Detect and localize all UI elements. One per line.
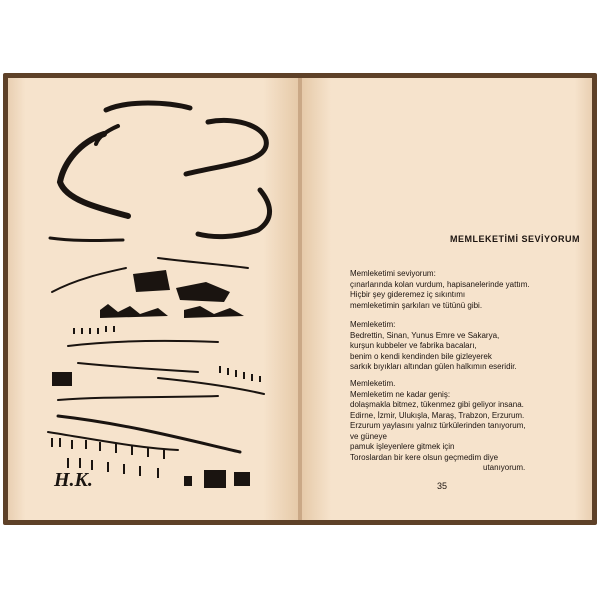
poem-title: MEMLEKETİMİ SEVİYORUM bbox=[450, 234, 581, 244]
dark-block-2 bbox=[204, 470, 226, 488]
poem-line: Hiçbir şey gideremez iç sıkıntımı bbox=[350, 290, 466, 299]
page-number: 35 bbox=[437, 481, 448, 491]
poem-line: Erzurum yaylasını yalnız türkülerinden tanıyorum, bbox=[350, 421, 526, 430]
field-line-3 bbox=[158, 378, 264, 394]
poem-line: Toroslardan bir kere olsun geçmedim diye bbox=[350, 452, 499, 462]
poem-line: kurşun kubbeler ve fabrika bacaları, bbox=[350, 341, 477, 350]
village-roofs-1 bbox=[100, 304, 168, 318]
field-line-1 bbox=[68, 341, 218, 346]
cloud-stroke-right bbox=[186, 120, 266, 174]
poem-line: Bedrettin, Sinan, Yunus Emre ve Sakarya, bbox=[350, 330, 500, 340]
poem-line: Memleketim: bbox=[350, 320, 396, 329]
poem-line: memleketimin şarkıları ve tütünü gibi. bbox=[350, 300, 483, 310]
poem-line: Memleketim ne kadar geniş: bbox=[350, 389, 451, 399]
field-line-2 bbox=[78, 363, 198, 372]
hill-line-2 bbox=[158, 258, 248, 268]
hill-line-1 bbox=[52, 268, 126, 292]
tree-row-2 bbox=[220, 366, 260, 382]
poem-line: Edirne, İzmir, Ulukışla, Maraş, Trabzon, Erzurum. bbox=[350, 410, 525, 420]
poem-line: ve güneye bbox=[350, 431, 387, 441]
field-line-6 bbox=[48, 432, 178, 450]
artist-signature: H.K. bbox=[54, 469, 93, 491]
cloud-stroke-left bbox=[60, 134, 128, 216]
village-block-2 bbox=[176, 282, 230, 302]
poem-line: Memleketim. bbox=[350, 379, 396, 388]
village-roofs-2 bbox=[184, 306, 244, 318]
left-page bbox=[8, 78, 298, 520]
poem-line: dolaşmakla bitmez, tükenmez gibi geliyor insana. bbox=[350, 400, 524, 409]
dark-block-1 bbox=[52, 372, 72, 386]
poem-line: çınarlarında kolan vurdum, hapisanelerinde yattım. bbox=[350, 279, 530, 289]
stanza-1 bbox=[350, 269, 530, 311]
stanza-3 bbox=[350, 379, 526, 474]
cloud-stroke-low bbox=[198, 190, 270, 237]
tree-row-1 bbox=[74, 326, 114, 334]
right-page bbox=[302, 78, 592, 520]
village-block-1 bbox=[133, 270, 170, 292]
stanza-2 bbox=[350, 320, 517, 373]
poem-line: Memleketimi seviyorum: bbox=[350, 269, 436, 278]
cloud-stroke-base bbox=[50, 238, 123, 241]
poem-line: pamuk işleyenlere gitmek için bbox=[350, 442, 455, 451]
cloud-stroke-top bbox=[106, 103, 190, 110]
dark-block-3 bbox=[234, 472, 250, 486]
field-line-4 bbox=[58, 396, 218, 400]
dark-block-4 bbox=[184, 476, 192, 486]
poem-line: sarkık bıyıkları altından gülen halkımın eseridir. bbox=[350, 362, 517, 371]
ink-landscape-illustration bbox=[8, 78, 298, 520]
poem-line: benim o kendi kendinden bile gizleyerek bbox=[350, 351, 492, 361]
poem-line: utanıyorum. bbox=[483, 463, 526, 472]
